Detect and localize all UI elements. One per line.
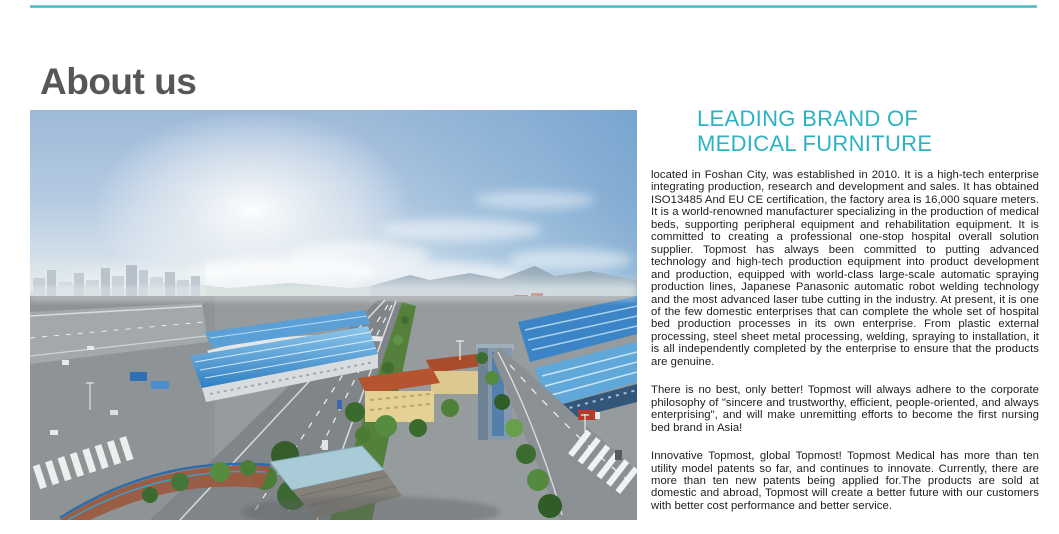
about-paragraph-3: Innovative Topmost, global Topmost! Topmost Medical has more than ten utility model patents so far, and continues to innovate. Currently, there are more than ten new patents being applied for.The products are sold at domestic and abroad, Topmost will create a better future with our customers with better cost performance and better service. [651,450,1039,512]
top-divider-rule [30,5,1037,8]
factory-panorama-image [30,110,637,520]
page-title: About us [40,60,197,102]
hero-heading [697,106,1039,156]
factory-panorama-svg [30,110,637,520]
about-paragraph-1: located in Foshan City, was established in 2010. It is a high-tech enterprise integrating production, research and development and sales. It has obtained ISO13485 And EU CE certification, the factory area is 16,000 square meters. It is a world-renowned manufacturer specializing in the production of medical beds, supporting peripheral equipment and rehabilitation equipment. It is committed to creating a professional one-stop hospital overall solution supplier. Topmost has always been committed to putting advanced technology and high-tech production equipment into product development and production, equipped with world-class large-scale automatic spraying production lines, Japanese Panasonic automatic robot welding technology and the most advanced laser tube cutting in the industry. At present, it is one of the few domestic enterprises that can complete the whole set of hospital bed production processes in its own enterprise. From plastic external processing, steel sheet metal processing, welding, spraying to installation, it is all independently completed by the enterprise to ensure that the products are genuine. [651,169,1039,368]
about-paragraph-2: There is no best, only better! Topmost will always adhere to the corporate philosophy of "sincere and trustworthy, efficient, people-oriented, and always enterprising", and will make unremitting efforts to become the first nursing bed brand in Asia! [651,384,1039,434]
about-text-column [651,106,1039,512]
hero-heading-line1: LEADING BRAND OF [697,106,919,131]
hero-heading-line2: MEDICAL FURNITURE [697,131,933,156]
